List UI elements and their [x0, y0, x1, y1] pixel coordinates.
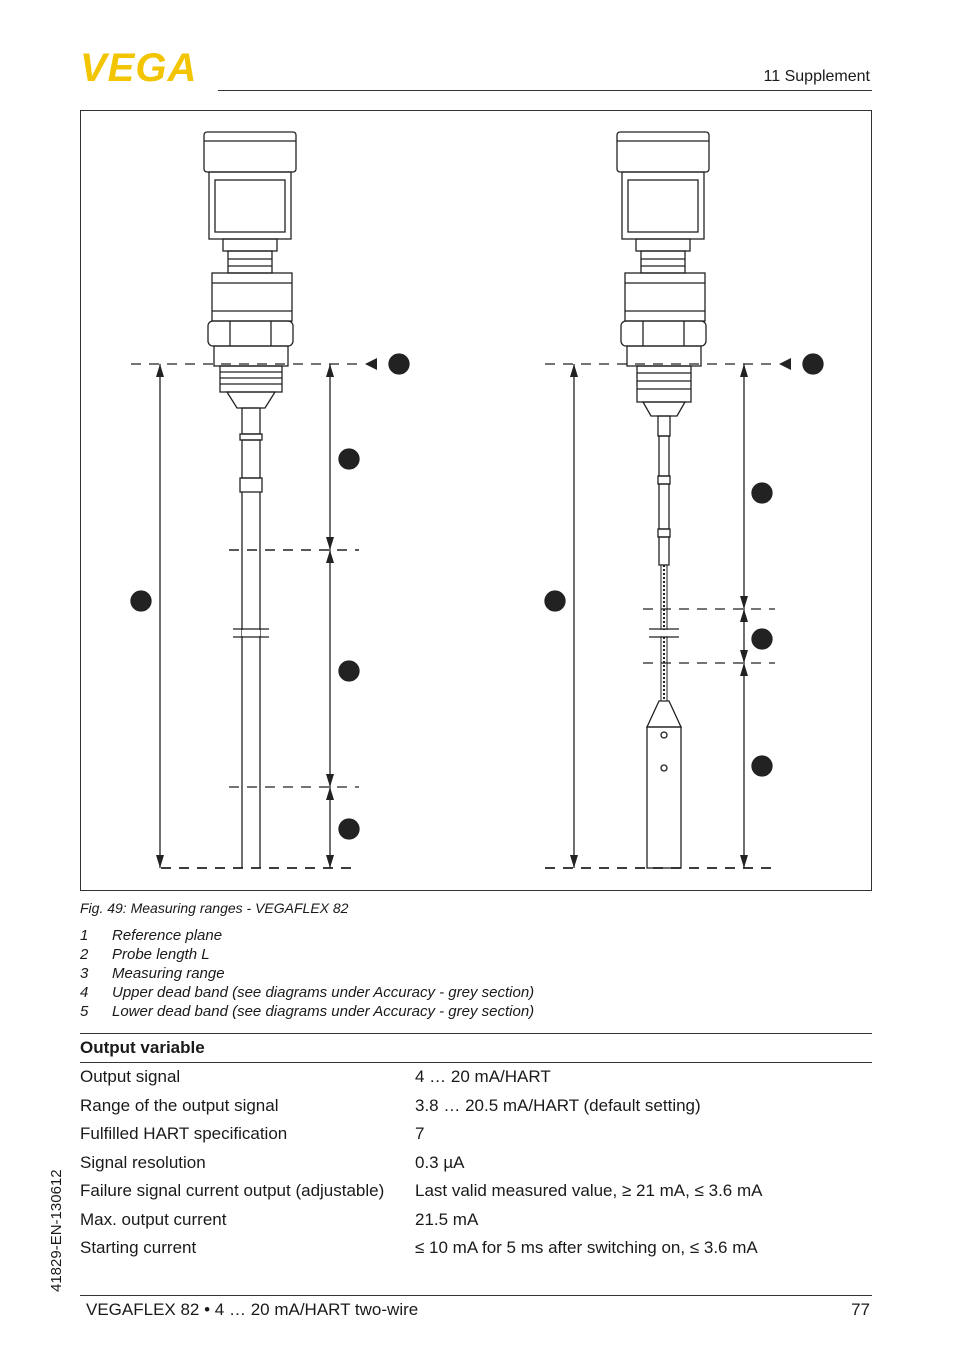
cable-probe-drawing: [617, 132, 709, 868]
svg-text:2: 2: [550, 592, 560, 611]
header-rule: [218, 90, 872, 91]
callout-4-right: [752, 483, 772, 503]
legend-item: 4 Upper dead band (see diagrams under Accuracy - grey section): [80, 984, 535, 1001]
svg-text:5: 5: [757, 757, 767, 776]
callout-4-left: [339, 449, 359, 469]
legend-item: 1 Reference plane: [80, 927, 223, 944]
callout-2-left: [131, 591, 151, 611]
svg-text:4: 4: [344, 450, 354, 469]
legend-item: 5 Lower dead band (see diagrams under Accuracy - grey section): [80, 1003, 535, 1020]
callout-5-left: [339, 819, 359, 839]
table-row: Starting current ≤ 10 mA for 5 ms after switching on, ≤ 3.6 mA: [80, 1238, 758, 1257]
callout-1-left: [389, 354, 409, 374]
section-title: 11 Supplement: [763, 68, 870, 85]
table-row: Fulfilled HART specification 7: [80, 1124, 425, 1143]
svg-text:1: 1: [808, 355, 818, 374]
legend-item: 3 Measuring range: [80, 965, 225, 982]
callout-3-right: [752, 629, 772, 649]
cable-dimension-lines: [545, 358, 791, 868]
vega-logo: VEGA: [80, 46, 198, 90]
footer-product: VEGAFLEX 82 • 4 … 20 mA/HART two-wire: [86, 1300, 419, 1319]
table-title: Output variable: [80, 1033, 872, 1063]
figure-caption: Fig. 49: Measuring ranges - VEGAFLEX 82: [80, 900, 349, 916]
output-variable-table: [80, 1033, 872, 1263]
table-row: Range of the output signal 3.8 … 20.5 mA/HART (default setting): [80, 1095, 701, 1115]
document-code: 41829-EN-130612: [48, 1169, 65, 1292]
page-number: 77: [851, 1300, 870, 1319]
svg-text:3: 3: [757, 630, 767, 649]
callout-1-right: [803, 354, 823, 374]
table-row: Failure signal current output (adjustable) Last valid measured value, ≥ 21 mA, ≤ 3.6 mA: [80, 1181, 763, 1200]
svg-text:3: 3: [344, 662, 354, 681]
callout-3-left: [339, 661, 359, 681]
figure-legend: [80, 926, 534, 1021]
svg-text:2: 2: [136, 592, 146, 611]
rod-probe-drawing: [204, 132, 296, 868]
svg-text:1: 1: [394, 355, 404, 374]
table-row: Max. output current 21.5 mA: [80, 1209, 479, 1229]
legend-item: 2 Probe length L: [80, 946, 210, 963]
measuring-range-diagram: [81, 111, 873, 892]
footer-rule: [80, 1295, 872, 1296]
callout-5-right: [752, 756, 772, 776]
callout-2-right: [545, 591, 565, 611]
table-row: Output signal 4 … 20 mA/HART: [80, 1067, 551, 1086]
table-row: Signal resolution 0.3 µA: [80, 1152, 465, 1172]
svg-text:4: 4: [757, 484, 767, 503]
measuring-range-figure: [80, 110, 872, 891]
svg-text:5: 5: [344, 820, 354, 839]
